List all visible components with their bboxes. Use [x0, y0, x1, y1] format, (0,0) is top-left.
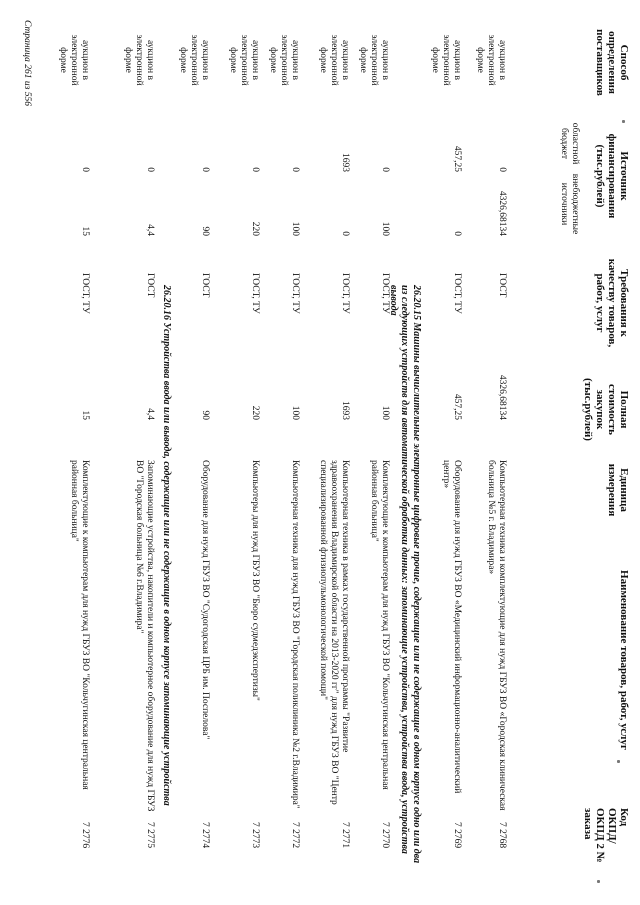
row-2772-reg: 0 — [290, 167, 300, 172]
section-text: Машины вычислительные электронные цифровые прочие, содержащие или не содержащие в одном корпусе одно или два из следующих устройств для автоматической обработки данных: запоминающие устройства, устройства ввода, устройства вывода — [388, 285, 422, 864]
header-cost: Полная стоимость закупок (тыс.рублей) — [581, 378, 630, 441]
row-2776-reg: 0 — [80, 167, 90, 172]
row-2772-name: Компьютерная техника для нужд ГБУЗ ВО "Городская поликлиника №2 г.Владимира" — [290, 460, 300, 809]
row-2775-ext: 4,4 — [145, 224, 155, 236]
row-2774-code: 7 2774 — [200, 822, 210, 849]
row-2770-reg: 0 — [380, 167, 390, 172]
section-code: 26.20.15 — [411, 285, 422, 320]
header-req: Требования к качеству товаров, работ, услуг — [593, 258, 630, 348]
row-2770-cost: 100 — [380, 405, 390, 420]
row-2768-name: Компьютерная техника и комплектующие для нужд ГБУЗ ВО «Городская клиническая больница №5 г. Владимира» — [486, 460, 507, 811]
row-2771-code: 7 2771 — [340, 822, 350, 849]
row-2773-code: 7 2773 — [250, 822, 260, 849]
row-2775-cost: 4,4 — [145, 408, 155, 420]
section-26-20-16 — [161, 285, 173, 865]
row-2776-ext: 15 — [80, 226, 90, 236]
row-2770-ext: 100 — [380, 221, 390, 236]
row-2775-method: аукцион в электронной форме — [123, 34, 155, 86]
row-2772-method: аукцион в электронной форме — [268, 34, 300, 86]
row-2772-cost: 100 — [290, 405, 300, 420]
row-2774-ext: 90 — [200, 226, 210, 236]
row-2772-code: 7 2772 — [290, 822, 300, 849]
row-2775-name: Запоминающие устройства, накопители и компьютерное оборудование для нужд ГБУЗ ВО "Городская больница №6 г.Владимира" — [134, 460, 155, 812]
row-2770-method: аукцион в электронной форме — [358, 34, 390, 86]
header-method: Способ определения поставщиков — [593, 29, 630, 96]
row-2768-cost: 4326,68134 — [497, 374, 507, 420]
row-2771-reg: 1693 — [340, 153, 350, 172]
scan-speck — [597, 880, 600, 883]
header-code: Код ОКПД/ ОКПД 2 № заказа — [581, 808, 630, 863]
row-2773-ext: 220 — [250, 221, 260, 236]
header-unit: Единица измерения — [605, 463, 630, 517]
row-2771-cost: 1693 — [340, 401, 350, 420]
row-2771-name: Компьютерная техника в рамках государственной программы "Развитие здравоохранения Владимирской области на 2013-2020 гг" для нужд ГБУЗ ВО "Центр специализированной фтизиопульмонологической помощи" — [318, 460, 350, 805]
row-2772-req: ГОСТ, ТУ — [290, 273, 300, 314]
header-name: Наименование товаров, работ, услуг — [618, 570, 630, 750]
row-2773-name: Компьютеры для нужд ГБУЗ ВО "Бюро судмедэкспертизы" — [250, 460, 260, 701]
row-2768-reg: 0 — [497, 167, 507, 172]
scan-speck — [622, 120, 625, 123]
section-text: Устройства ввода или вывода, содержащие или не содержащие в одном корпусе запоминающие устройства — [161, 322, 172, 806]
row-2774-method: аукцион в электронной форме — [178, 34, 210, 86]
section-26-20-15 — [388, 285, 423, 865]
row-2769-code: 7 2769 — [452, 822, 462, 849]
row-2773-reg: 0 — [250, 167, 260, 172]
header-fin-ext: внебюджетные источники — [559, 173, 580, 235]
row-2775-req: ГОСТ — [145, 273, 155, 298]
row-2776-name: Комплектующие к компьютерам для нужд ГБУЗ ВО "Кольчугинская центральная районная больница" — [69, 460, 90, 790]
row-2773-method: аукцион в электронной форме — [228, 34, 260, 86]
row-2768-code: 7 2768 — [497, 822, 507, 849]
row-2769-reg: 457,25 — [452, 145, 462, 172]
row-2770-name: Комплектующие к компьютерам для нужд ГБУЗ ВО "Кольчугинская центральная районная больница" — [369, 460, 390, 790]
row-2776-cost: 15 — [80, 410, 90, 420]
page-footer: Страница 261 из 556 — [22, 20, 32, 106]
row-2776-code: 7 2776 — [80, 822, 90, 849]
header-fin: Источник финансирования (тыс.рублей) — [593, 133, 630, 219]
row-2774-name: Оборудование для нужд ГБУЗ ВО "Судогодская ЦРБ им. Поспелова" — [200, 460, 210, 740]
row-2769-ext: 0 — [452, 231, 462, 236]
row-2771-method: аукцион в электронной форме — [318, 34, 350, 86]
row-2774-req: ГОСТ — [200, 273, 210, 298]
row-2769-req: ГОСТ, ТУ — [452, 273, 462, 314]
row-2774-reg: 0 — [200, 167, 210, 172]
row-2775-reg: 0 — [145, 167, 155, 172]
row-2770-code: 7 2770 — [380, 822, 390, 849]
row-2771-ext: 0 — [340, 231, 350, 236]
row-2771-req: ГОСТ, ТУ — [340, 273, 350, 314]
header-fin-reg: областной бюджет — [559, 122, 580, 165]
scan-speck — [617, 760, 620, 763]
row-2768-method: аукцион в электронной форме — [475, 34, 507, 86]
row-2768-ext: 4326,68134 — [497, 190, 507, 236]
row-2770-req: ГОСТ, ТУ — [380, 273, 390, 314]
section-code: 26.20.16 — [161, 285, 172, 320]
row-2773-cost: 220 — [250, 405, 260, 420]
row-2772-ext: 100 — [290, 221, 300, 236]
row-2769-method: аукцион в электронной форме — [430, 34, 462, 86]
row-2768-req: ГОСТ — [497, 273, 507, 298]
row-2769-cost: 457,25 — [452, 393, 462, 420]
row-2773-req: ГОСТ, ТУ — [250, 273, 260, 314]
row-2774-cost: 90 — [200, 410, 210, 420]
row-2776-req: ГОСТ, ТУ — [80, 273, 90, 314]
row-2769-name: Оборудование для нужд ГБУЗ ВО «Медицинский информационно-аналитический центр» — [441, 460, 462, 794]
row-2775-code: 7 2775 — [145, 822, 155, 849]
row-2776-method: аукцион в электронной форме — [58, 34, 90, 86]
